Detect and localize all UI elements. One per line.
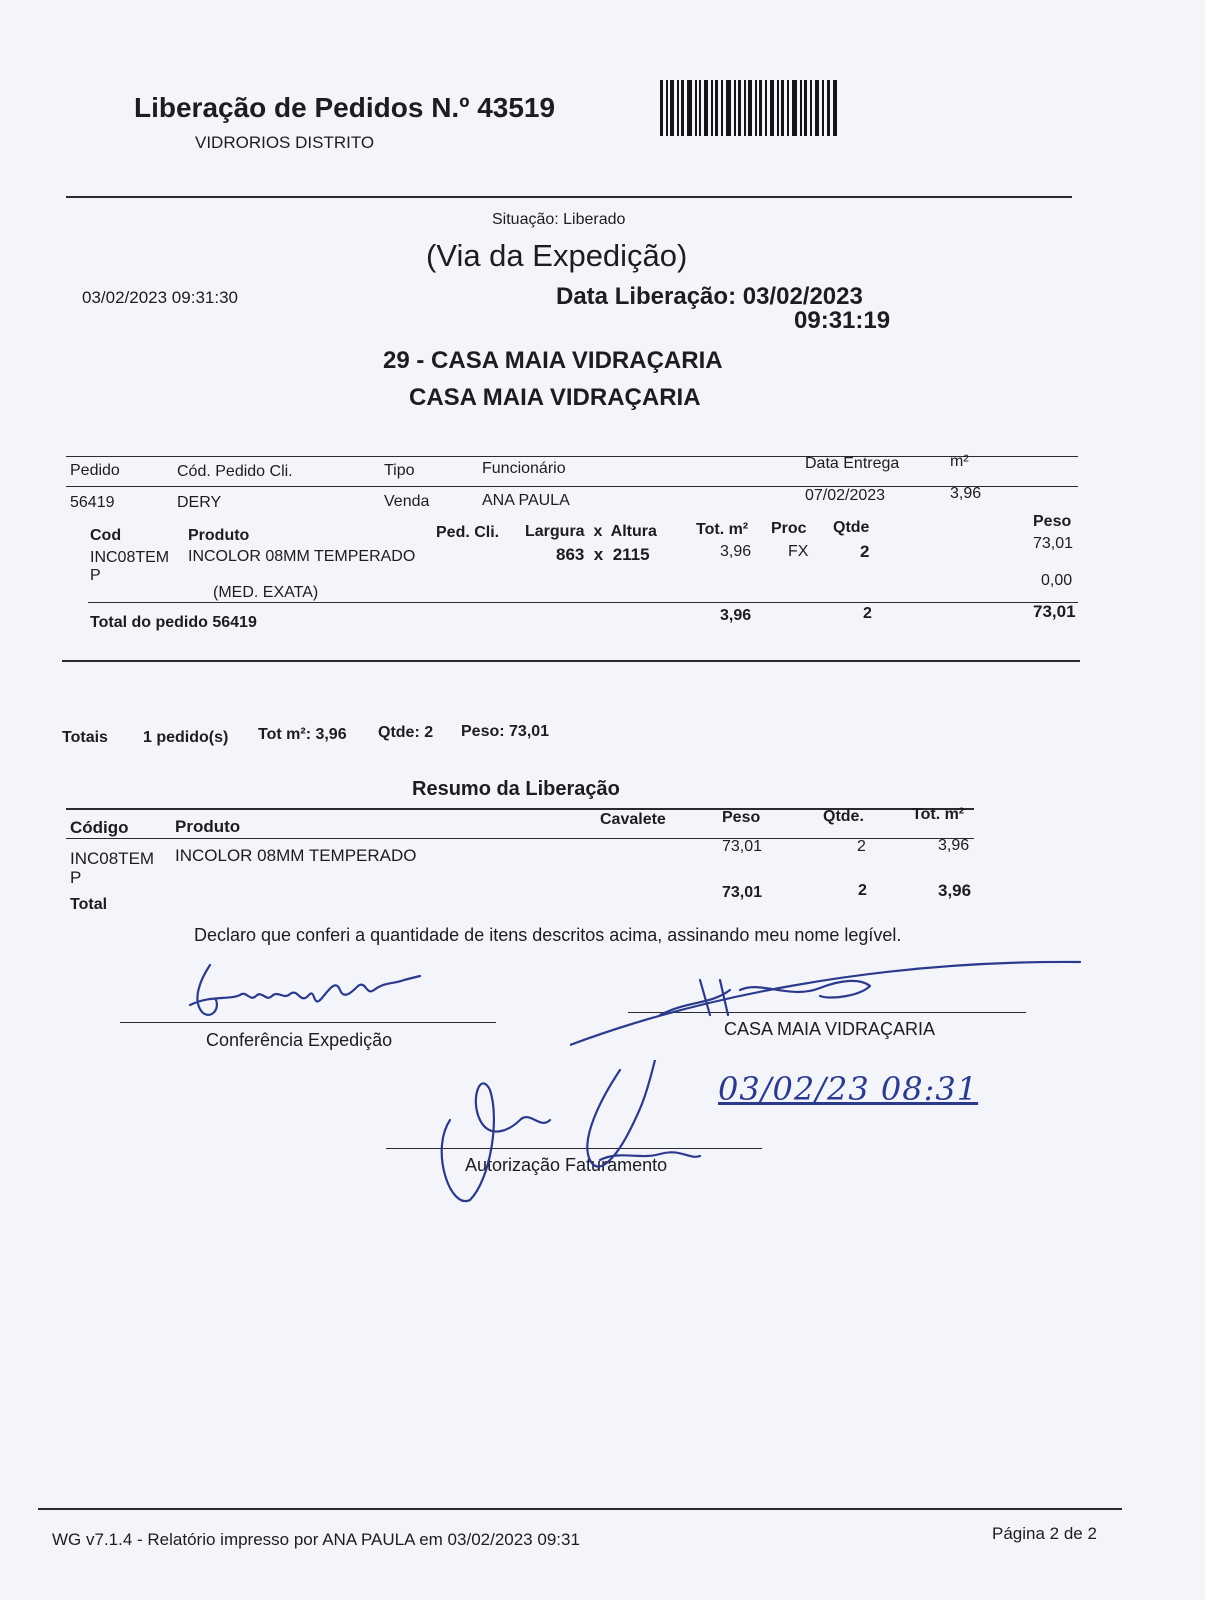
footer-page-number: Página 2 de 2 <box>992 1524 1097 1543</box>
resumo-row-codigo-cont: P <box>70 868 82 887</box>
item-largura-altura: 863 x 2115 <box>556 545 650 564</box>
resumo-header-peso: Peso <box>722 809 761 826</box>
header-pedido: Pedido <box>70 462 120 479</box>
resumo-total-tot-m2: 3,96 <box>938 881 972 900</box>
situacao-label: Situação: Liberado <box>492 211 626 228</box>
totais-label: Totais <box>62 729 108 746</box>
resumo-total-peso: 73,01 <box>722 884 763 901</box>
resumo-total-label: Total <box>70 896 108 913</box>
resumo-row-codigo: INC08TEM <box>70 849 155 868</box>
client-line2: CASA MAIA VIDRAÇARIA <box>409 384 701 411</box>
header-proc: Proc <box>771 520 807 537</box>
resumo-header-tot-m2: Tot. m² <box>912 806 965 823</box>
signature-conferencia <box>180 960 440 1030</box>
divider <box>66 456 1078 457</box>
header-ped-cli: Ped. Cli. <box>436 524 500 541</box>
header-tot-m2: Tot. m² <box>696 521 749 538</box>
footer-divider <box>38 1508 1122 1510</box>
data-liberacao: Data Liberação: 03/02/2023 <box>556 283 863 310</box>
signature-label-conferencia: Conferência Expedição <box>206 1030 393 1050</box>
client-line1: 29 - CASA MAIA VIDRAÇARIA <box>383 347 723 374</box>
document-title: Liberação de Pedidos N.º 43519 <box>134 92 556 123</box>
resumo-row-peso: 73,01 <box>722 838 763 855</box>
row-cod-pedido-cli: DERY <box>177 494 222 511</box>
item-obs-peso: 0,00 <box>1041 572 1073 589</box>
item-cod-cont: P <box>90 567 101 584</box>
item-proc: FX <box>788 543 809 560</box>
resumo-title: Resumo da Liberação <box>412 778 620 800</box>
item-tot-m2: 3,96 <box>720 543 752 560</box>
totais-pedidos: 1 pedido(s) <box>143 729 229 746</box>
divider <box>62 660 1080 662</box>
header-largura-altura: Largura x Altura <box>525 523 657 540</box>
total-pedido-qtde: 2 <box>863 605 872 622</box>
resumo-header-cavalete: Cavalete <box>600 811 666 828</box>
header-produto: Produto <box>188 527 250 544</box>
printed-at: 03/02/2023 09:31:30 <box>82 288 238 307</box>
signature-autorizacao <box>430 1060 710 1210</box>
row-tipo: Venda <box>384 493 430 510</box>
resumo-total-qtde: 2 <box>858 882 867 899</box>
item-obs: (MED. EXATA) <box>213 584 319 601</box>
header-m2: m² <box>950 453 969 470</box>
resumo-row-qtde: 2 <box>857 838 866 855</box>
via-label: (Via da Expedição) <box>426 238 688 273</box>
footer-report-info: WG v7.1.4 - Relatório impresso por ANA PAULA em 03/02/2023 09:31 <box>52 1530 580 1549</box>
item-qtde: 2 <box>860 542 870 561</box>
header-funcionario: Funcionário <box>482 460 566 477</box>
company-name: VIDRORIOS DISTRITO <box>195 133 375 152</box>
resumo-header-produto: Produto <box>175 817 241 836</box>
signature-label-cliente: CASA MAIA VIDRAÇARIA <box>724 1019 936 1039</box>
declaration-text: Declaro que conferi a quantidade de itens descritos acima, assinando meu nome legível. <box>194 925 902 945</box>
handwritten-date: 03/02/23 08:31 <box>718 1070 979 1108</box>
resumo-header-codigo: Código <box>70 818 129 837</box>
row-funcionario: ANA PAULA <box>482 492 570 509</box>
signature-label-autorizacao: Autorização Faturamento <box>465 1155 668 1175</box>
resumo-row-produto: INCOLOR 08MM TEMPERADO <box>175 846 417 865</box>
divider <box>66 838 974 839</box>
item-peso: 73,01 <box>1033 535 1074 552</box>
signature-cliente <box>570 960 1090 1050</box>
totais-peso: Peso: 73,01 <box>461 723 550 740</box>
header-tipo: Tipo <box>384 462 415 479</box>
divider <box>66 196 1072 198</box>
divider <box>88 602 1078 603</box>
item-produto: INCOLOR 08MM TEMPERADO <box>188 548 416 565</box>
barcode <box>660 80 840 136</box>
totais-qtde: Qtde: 2 <box>378 724 434 741</box>
totais-m2: Tot m²: 3,96 <box>258 726 347 743</box>
header-peso: Peso <box>1033 513 1072 530</box>
total-pedido-m2: 3,96 <box>720 607 752 624</box>
header-qtde: Qtde <box>833 519 870 536</box>
item-cod: INC08TEM <box>90 549 170 566</box>
data-liberacao-time: 09:31:19 <box>794 307 891 334</box>
row-m2: 3,96 <box>950 485 982 502</box>
total-pedido-peso: 73,01 <box>1033 602 1076 621</box>
resumo-header-qtde: Qtde. <box>823 808 864 825</box>
total-pedido-label: Total do pedido 56419 <box>90 614 257 631</box>
divider <box>66 486 1078 487</box>
resumo-row-tot-m2: 3,96 <box>938 837 970 854</box>
row-pedido: 56419 <box>70 494 115 511</box>
row-data-entrega: 07/02/2023 <box>805 487 886 504</box>
header-cod: Cod <box>90 527 122 544</box>
header-cod-pedido-cli: Cód. Pedido Cli. <box>177 463 293 480</box>
header-data-entrega: Data Entrega <box>805 455 900 472</box>
